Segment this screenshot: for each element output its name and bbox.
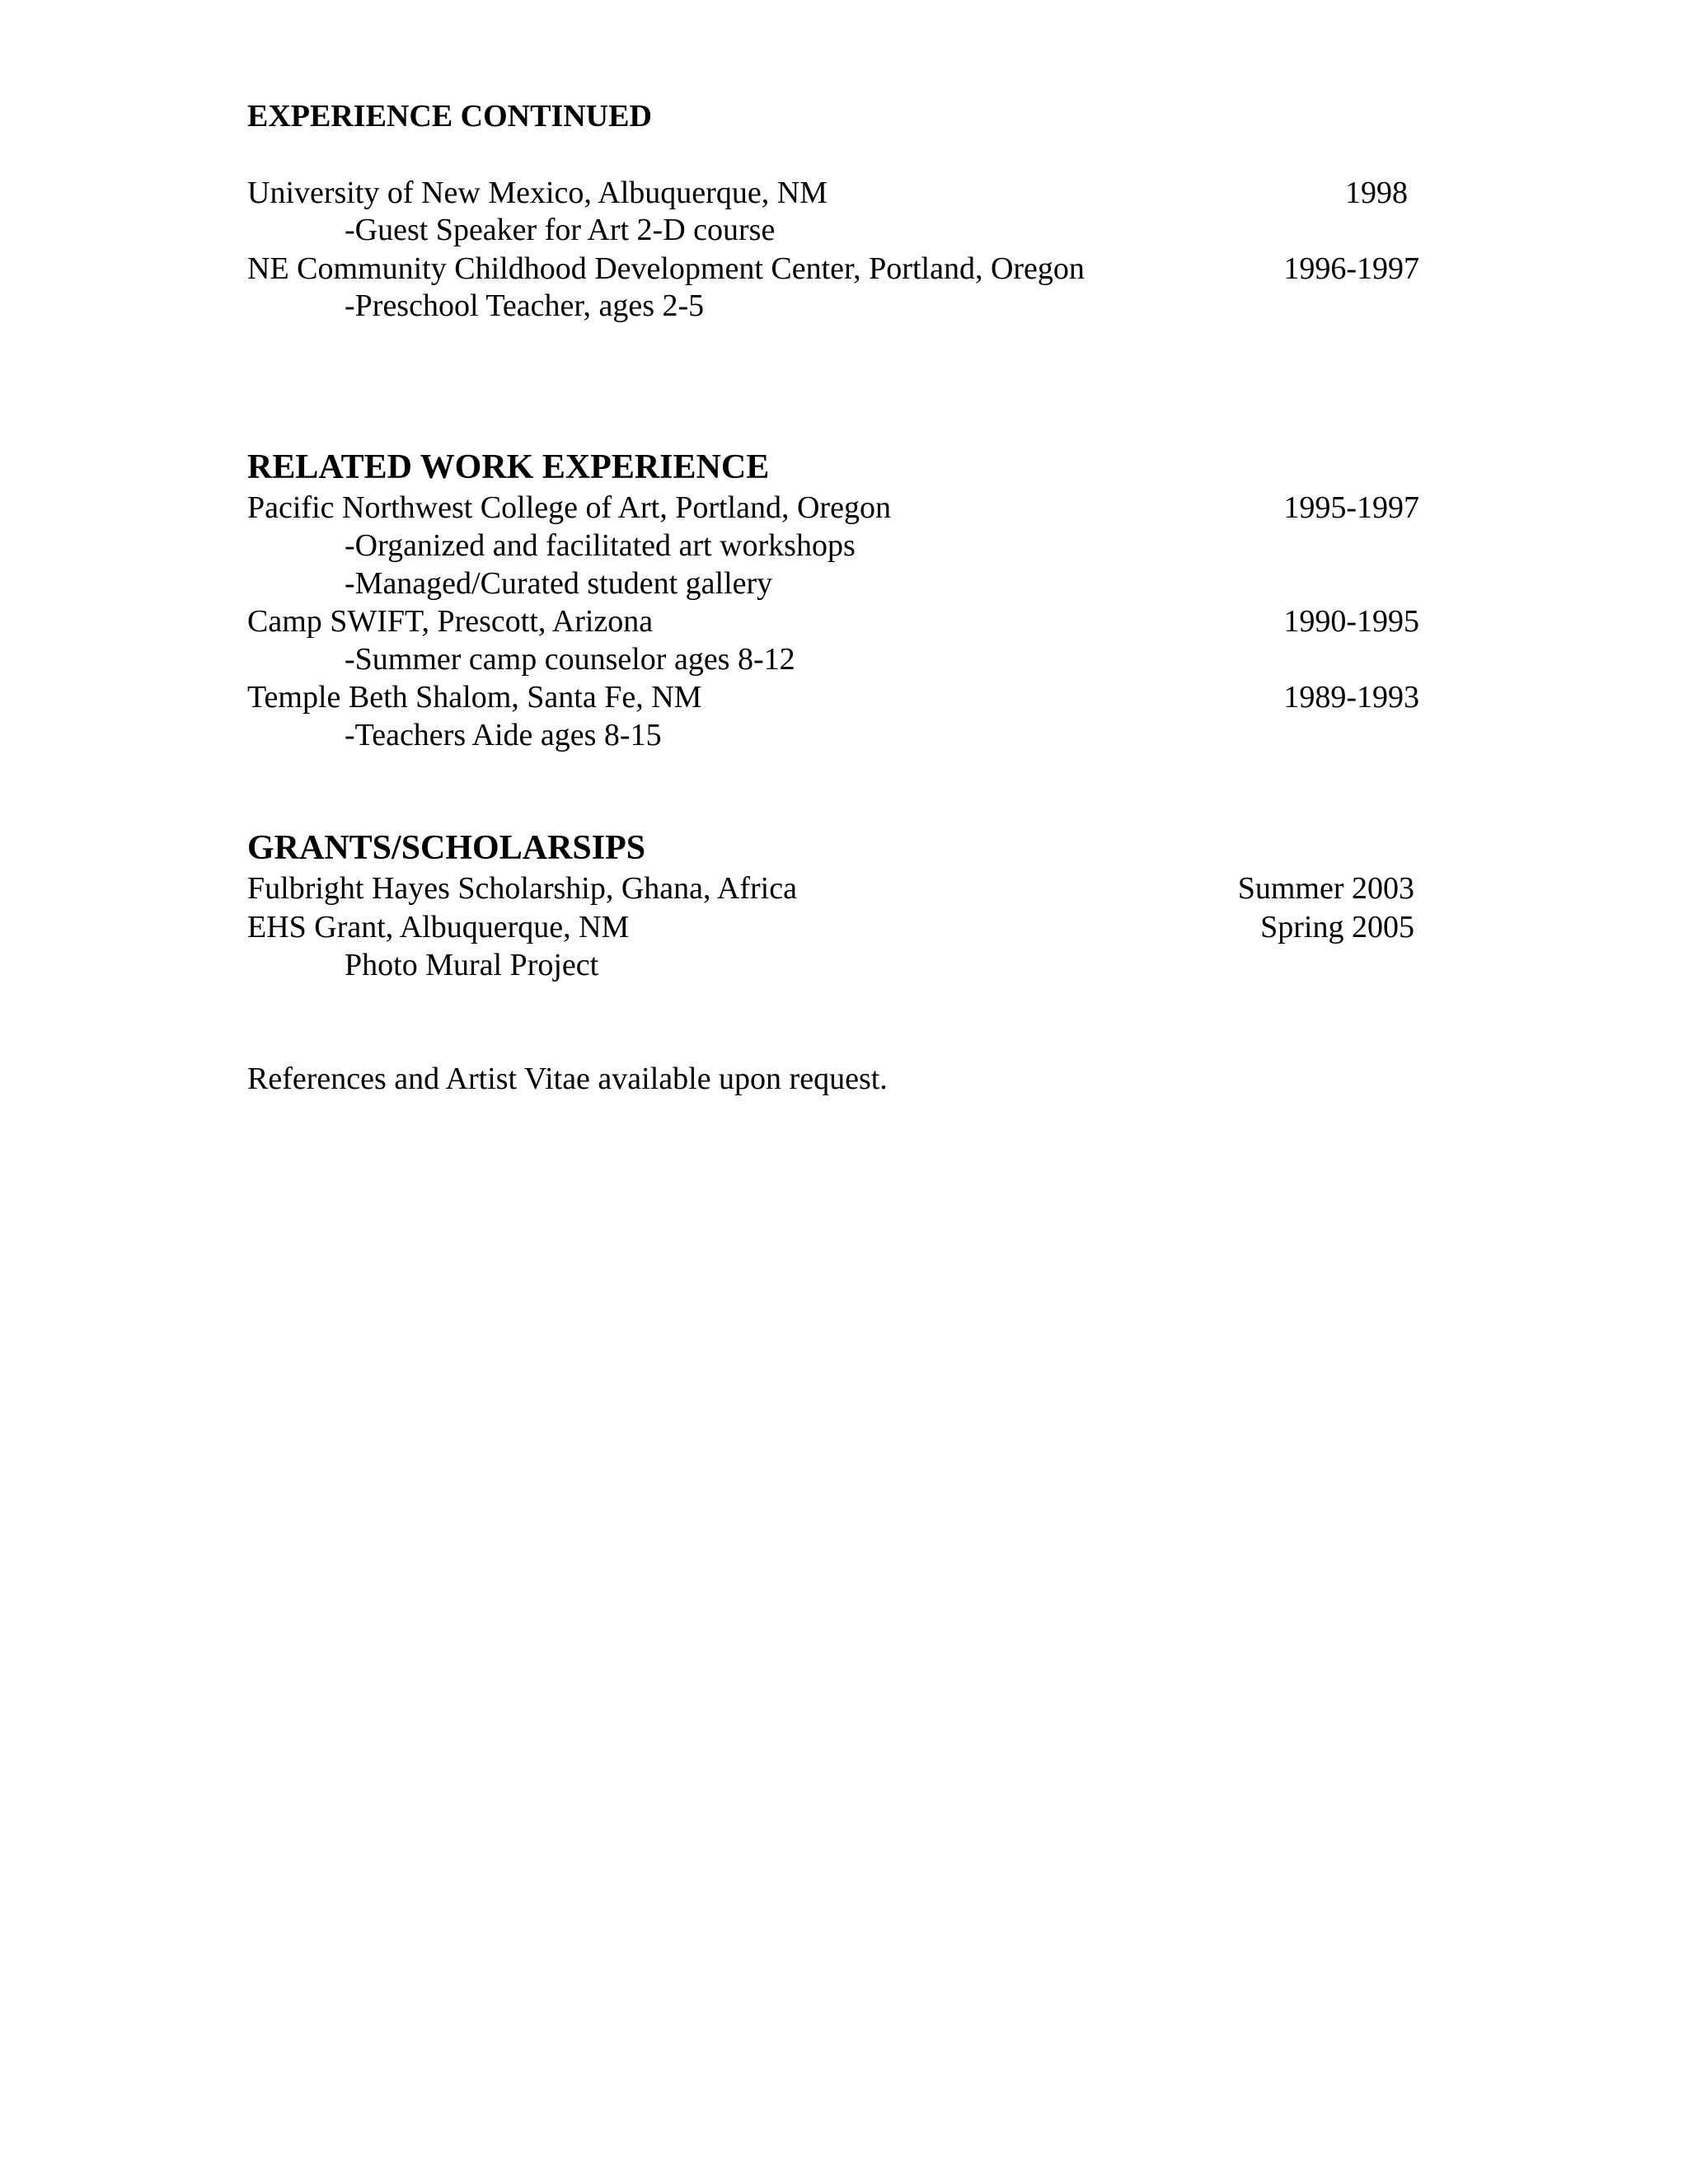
entry-date: Spring 2005: [1260, 910, 1414, 944]
entry-organization: University of New Mexico, Albuquerque, NM: [247, 176, 828, 210]
entry-detail: -Guest Speaker for Art 2-D course: [345, 213, 776, 247]
entry-detail: -Summer camp counselor ages 8-12: [345, 642, 795, 677]
entry-organization: Camp SWIFT, Prescott, Arizona: [247, 604, 654, 639]
entry-date: 1989-1993: [1283, 680, 1419, 715]
entry-date: 1996-1997: [1283, 251, 1419, 286]
entry-date: Summer 2003: [1237, 871, 1414, 906]
entry-date: 1998: [1345, 176, 1408, 210]
entry-detail: -Preschool Teacher, ages 2-5: [345, 288, 705, 323]
entry-date: 1995-1997: [1283, 490, 1419, 525]
section-heading-related-work: RELATED WORK EXPERIENCE: [247, 448, 770, 486]
section-heading-experience-continued: EXPERIENCE CONTINUED: [247, 99, 652, 134]
entry-detail: -Organized and facilitated art workshops: [345, 528, 856, 563]
entry-organization: Pacific Northwest College of Art, Portland, Oregon: [247, 490, 891, 525]
entry-organization: Temple Beth Shalom, Santa Fe, NM: [247, 680, 702, 715]
closing-note: References and Artist Vitae available upon request.: [247, 1062, 888, 1096]
entry-organization: EHS Grant, Albuquerque, NM: [247, 910, 630, 944]
entry-organization: Fulbright Hayes Scholarship, Ghana, Africa: [247, 871, 797, 906]
entry-date: 1990-1995: [1283, 604, 1419, 639]
entry-detail: -Managed/Curated student gallery: [345, 566, 773, 601]
section-heading-grants: GRANTS/SCHOLARSIPS: [247, 829, 646, 867]
entry-detail: -Teachers Aide ages 8-15: [345, 718, 662, 752]
entry-detail: Photo Mural Project: [345, 948, 599, 982]
entry-organization: NE Community Childhood Development Center, Portland, Oregon: [247, 251, 1085, 286]
